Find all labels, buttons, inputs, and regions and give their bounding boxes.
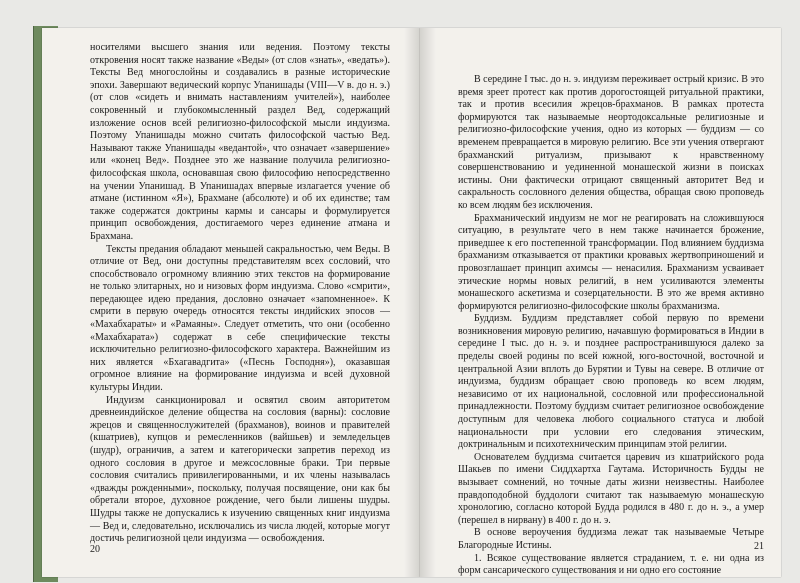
paragraph: Индуизм санкционировал и освятил своим авторитетом древнеиндийское деление общества на сословия (варны): сословие жрецов и священнослужителей (брахманов), воинов и правителей (кшатриев), купцов и ремесленников (вайшьев) и земледельцев (шудр), ограничив, а затем и категорически запретив переход из одного сословия в другое и межсословные браки. Три первые сословия считались привилегированными, и их члены называлась «дважды рожденными», поскольку, получая посвящение, они как бы обретали второе, духовное рождение, чего были лишены шудры. Шудры также не допускались к изучению священных книг индуизма — Вед и, следовательно, исключались из числа людей, которые могут достичь религиозной цели индуизма — освобождения.: [90, 394, 390, 545]
paragraph: 1. Всякое существование является страданием, т. е. ни одна из форм сансарического существования и ни одно его состояние: [458, 552, 764, 577]
paragraph: Тексты предания обладают меньшей сакральностью, чем Веды. В отличие от Вед, они доступны представителям всех сословий, что способствовало огромному влиянию этих текстов на формирование не только элитарных, но и низовых форм индуизма. Слово «смрити», передающее идею предания, дословно означает «запомненное». К смрити в первую очередь относятся тексты индийских эпосов — «Махабхараты» и «Рамаяны». Следует отметить, что они (особенно «Махабхарата») содержат в себе специфические тексты исключительно религиозно-философского характера. Важнейшим из них является «Бхагавадгита» («Песнь Господня»), оказавшая огромное влияние на формирование индуизма и всей духовной культуры Индии.: [90, 243, 390, 394]
paragraph: Брахманический индуизм не мог не реагировать на сложившуюся ситуацию, в результате чего в нем также начинается брожение, приведшее к его постепенной трансформации. Под влиянием буддизма брахманизм отказывается от практики кровавых жертвоприношений и провозглашает принцип ахимсы — ненасилия. Брахманизм усваивает этические нормы новых религий, в нем усиливаются элементы монашеского аскетизма и созерцательности. В это же время активно формируются религиозно-философские школы брахманизма.: [458, 212, 764, 312]
paragraph: Буддизм. Буддизм представляет собой первую по времени возникновения мировую религию, начавшую формироваться в Индии в середине I тыс. до н. э. и позднее распространившуюся далеко за пределы своей родины по всей южной, юго-восточной, восточной и центральной Азии вплоть до Бурятии и Тувы на севере. В отличие от индуизма, буддизм обращает свою проповедь ко всем людям, независимо от их национальной, сословной или профессиональной принадлежности. Поэтому буддизм считает религиозное освобождение доступным для человека любого социального статуса и любой национальности при условии его следования этическим, доктринальным и психотехническим принципам этой религии.: [458, 313, 764, 451]
paragraph: Основателем буддизма считается царевич из кшатрийского рода Шакьев по имени Сиддхартха Гаутама. Историчность Будды не вызывает сомнений, но точные даты жизни неизвестны. Наиболее правдоподобной буддологи считают так называемую монашескую хронологию, согласно которой Будда родился в 480 г. до н. э., а умер (перешел в нирвану) в 400 г. до н. э.: [458, 451, 764, 526]
left-page-text: [90, 42, 390, 545]
page-number-right: 21: [754, 541, 764, 552]
paragraph: носителями высшего знания или ведения. Поэтому тексты откровения носят также название «Веды» (от слов «знать», «ведать»). Тексты Вед многослойны и создавались в разные исторические эпохи. Завершают ведический корпус Упанишады (VIII—V в. до н. э.) (от слов «сидеть и внимать наставлениям учителей»), наиболее сокровенный и глубокомысленный раздел Вед, содержащий изложение основ всей религиозно-философской мысли индуизма. Поэтому Упанишады можно считать философской частью Вед. Называют также Упанишады «ведантой», что означает «завершение» или «конец Вед». Позднее это же название получила религиозно-философская школа, основавшая свою философию непосредственно на учении Упанишад. В Упанишадах впервые излагается учение об атмане (истинном «Я»), Брахмане (абсолюте) и об их единстве; там также содержатся доктрины кармы и сансары и формулируется принцип освобождения, достигаемого через единение атмана и Брахмана.: [90, 42, 390, 242]
page-number-left: 20: [90, 544, 100, 555]
paragraph: В основе вероучения буддизма лежат так называемые Четыре Благородные Истины.: [458, 527, 764, 551]
paragraph: В середине I тыс. до н. э. индуизм переживает острый кризис. В это время зреет протест как против дорогостоящей ритуальной практики, так и против всесилия жрецов-брахманов. В рамках протеста формируются так называемые неортодоксальные религиозные и религиозно-философские учения, одно из которых — буддизм — со временем превращается в мировую религию. Все эти учения отвергают брахманский ритуализм, призывают к нравственному совершенствованию и уединенной монашеской жизни в поисках истины. Они фактически отрицают священный авторитет Вед и сакральность сословного деления общества, обращая свою проповедь ко всем людям без исключения.: [458, 74, 764, 211]
